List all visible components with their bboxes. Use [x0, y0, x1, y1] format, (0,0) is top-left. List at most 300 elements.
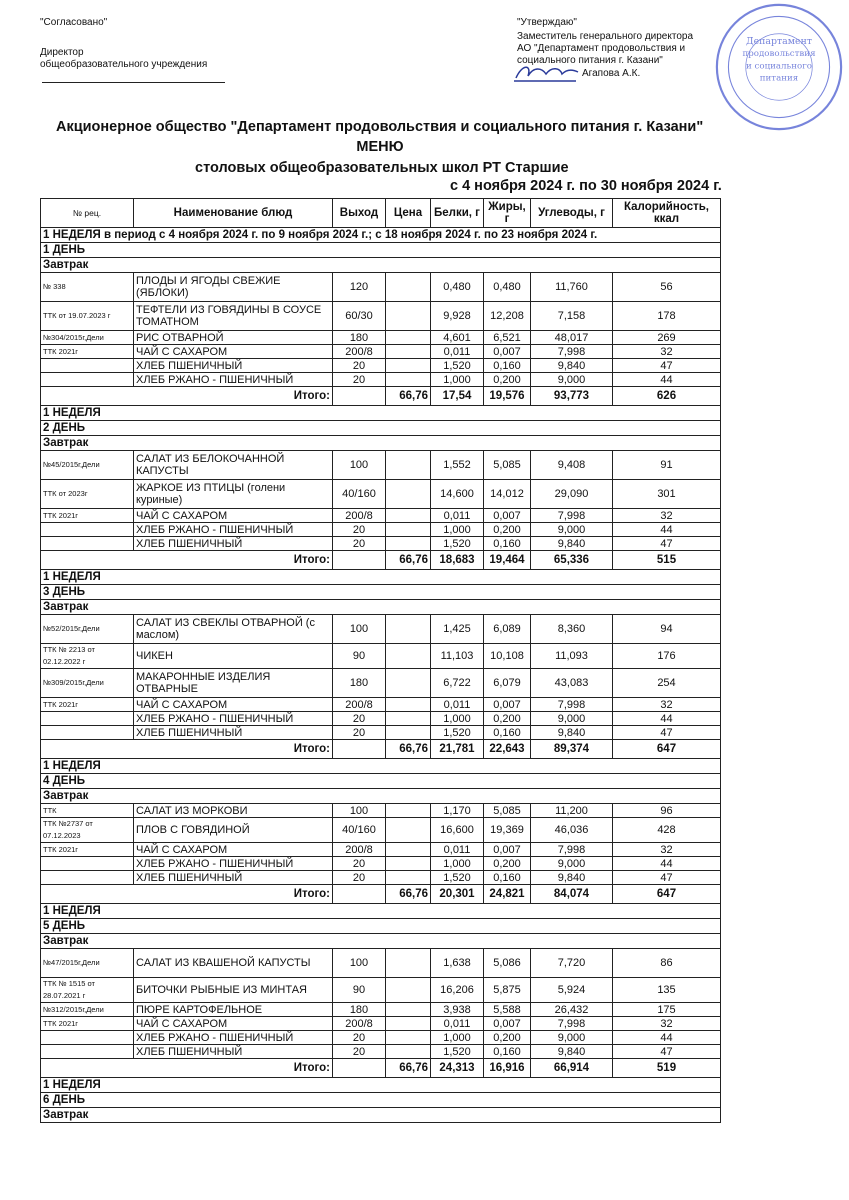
- yield: 20: [333, 359, 386, 373]
- meal-row: [41, 258, 721, 273]
- company-stamp: [714, 2, 844, 132]
- protein: 3,938: [431, 1003, 484, 1017]
- dish-name: ПЛОДЫ И ЯГОДЫ СВЕЖИЕ (ЯБЛОКИ): [134, 273, 333, 302]
- approver-org-line1: АО "Департамент продовольствия и: [517, 43, 686, 54]
- calories: 428: [613, 818, 721, 843]
- yield: 180: [333, 331, 386, 345]
- week-row: [41, 904, 721, 919]
- price: [386, 843, 431, 857]
- carbs: 9,000: [531, 523, 613, 537]
- dish-row: [41, 871, 721, 885]
- dish-row: [41, 726, 721, 740]
- dish-name: ЧИКЕН: [134, 644, 333, 669]
- calories: 91: [613, 451, 721, 480]
- dish-row: [41, 615, 721, 644]
- carbs: 9,840: [531, 537, 613, 551]
- dish-row: [41, 373, 721, 387]
- fat: 0,160: [484, 537, 531, 551]
- protein: 11,103: [431, 644, 484, 669]
- signature: [512, 62, 580, 84]
- recipe-code: ТТК 2021г: [41, 1017, 134, 1031]
- total-carbs: 93,773: [531, 387, 613, 406]
- dish-name: ПЮРЕ КАРТОФЕЛЬНОЕ: [134, 1003, 333, 1017]
- calories: 44: [613, 1031, 721, 1045]
- dish-row: [41, 523, 721, 537]
- fat: 5,875: [484, 978, 531, 1003]
- protein: 1,000: [431, 523, 484, 537]
- fat: 12,208: [484, 302, 531, 331]
- recipe-code: ТТК 2021г: [41, 843, 134, 857]
- fat: 0,160: [484, 726, 531, 740]
- col-fat: Жиры, г: [484, 199, 531, 228]
- calories: 47: [613, 726, 721, 740]
- dish-name: ХЛЕБ ПШЕНИЧНЫЙ: [134, 359, 333, 373]
- price: [386, 712, 431, 726]
- calories: 44: [613, 373, 721, 387]
- total-yield: [333, 1059, 386, 1078]
- calories: 32: [613, 1017, 721, 1031]
- total-carbs: 66,914: [531, 1059, 613, 1078]
- col-protein: Белки, г: [431, 199, 484, 228]
- dish-row: [41, 345, 721, 359]
- dish-name: БИТОЧКИ РЫБНЫЕ ИЗ МИНТАЯ: [134, 978, 333, 1003]
- meal-row-label: Завтрак: [41, 934, 721, 949]
- price: [386, 644, 431, 669]
- week-period-row-label: 1 НЕДЕЛЯ в период с 4 ноября 2024 г. по 9 ноября 2024 г.; с 18 ноября 2024 г. по 23 ноября 2024 г.: [41, 228, 721, 243]
- total-label: Итого:: [41, 387, 333, 406]
- yield: 20: [333, 712, 386, 726]
- price: [386, 698, 431, 712]
- dish-name: САЛАТ ИЗ СВЕКЛЫ ОТВАРНОЙ (с маслом): [134, 615, 333, 644]
- carbs: 26,432: [531, 1003, 613, 1017]
- recipe-code: [41, 373, 134, 387]
- calories: 175: [613, 1003, 721, 1017]
- meal-row: [41, 600, 721, 615]
- menu-title: МЕНЮ: [356, 139, 404, 155]
- dish-name: ХЛЕБ РЖАНО - ПШЕНИЧНЫЙ: [134, 373, 333, 387]
- total-protein: 18,683: [431, 551, 484, 570]
- dish-row: [41, 818, 721, 843]
- recipe-code: ТТК от 19.07.2023 г: [41, 302, 134, 331]
- yield: 100: [333, 804, 386, 818]
- carbs: 8,360: [531, 615, 613, 644]
- day-row-label: 6 ДЕНЬ: [41, 1093, 721, 1108]
- total-row: [41, 1059, 721, 1078]
- dish-name: ТЕФТЕЛИ ИЗ ГОВЯДИНЫ В СОУСЕ ТОМАТНОМ: [134, 302, 333, 331]
- day-row: [41, 243, 721, 258]
- calories: 56: [613, 273, 721, 302]
- total-label: Итого:: [41, 885, 333, 904]
- protein: 1,552: [431, 451, 484, 480]
- price: [386, 359, 431, 373]
- yield: 40/160: [333, 480, 386, 509]
- protein: 1,520: [431, 1045, 484, 1059]
- protein: 1,520: [431, 726, 484, 740]
- week-row-label: 1 НЕДЕЛЯ: [41, 1078, 721, 1093]
- fat: 0,160: [484, 359, 531, 373]
- svg-text:Департамент: Департамент: [745, 35, 813, 47]
- dish-row: [41, 843, 721, 857]
- protein: 0,011: [431, 345, 484, 359]
- dish-name: ХЛЕБ РЖАНО - ПШЕНИЧНЫЙ: [134, 857, 333, 871]
- calories: 86: [613, 949, 721, 978]
- fat: 5,588: [484, 1003, 531, 1017]
- total-calories: 626: [613, 387, 721, 406]
- agreed-label: "Согласовано": [40, 17, 108, 28]
- total-calories: 515: [613, 551, 721, 570]
- dish-name: ХЛЕБ ПШЕНИЧНЫЙ: [134, 726, 333, 740]
- total-row: [41, 387, 721, 406]
- day-row: [41, 919, 721, 934]
- day-row-label: 1 ДЕНЬ: [41, 243, 721, 258]
- svg-text:питания: питания: [759, 73, 799, 84]
- calories: 96: [613, 804, 721, 818]
- yield: 180: [333, 1003, 386, 1017]
- recipe-code: №52/2015г,Дели: [41, 615, 134, 644]
- protein: 0,011: [431, 698, 484, 712]
- yield: 200/8: [333, 1017, 386, 1031]
- week-row: [41, 1078, 721, 1093]
- dish-name: ПЛОВ С ГОВЯДИНОЙ: [134, 818, 333, 843]
- recipe-code: ТТК № 2213 от 02.12.2022 г: [41, 644, 134, 669]
- total-yield: [333, 740, 386, 759]
- calories: 44: [613, 712, 721, 726]
- protein: 1,000: [431, 857, 484, 871]
- yield: 200/8: [333, 843, 386, 857]
- week-period-row: [41, 228, 721, 243]
- recipe-code: ТТК 2021г: [41, 345, 134, 359]
- yield: 20: [333, 537, 386, 551]
- company-title: Акционерное общество "Департамент продовольствия и социального питания г. Казани": [56, 119, 704, 135]
- dish-name: ХЛЕБ РЖАНО - ПШЕНИЧНЫЙ: [134, 712, 333, 726]
- day-row: [41, 421, 721, 436]
- yield: 20: [333, 373, 386, 387]
- fat: 0,200: [484, 523, 531, 537]
- price: [386, 537, 431, 551]
- fat: 14,012: [484, 480, 531, 509]
- price: [386, 273, 431, 302]
- fat: 0,200: [484, 857, 531, 871]
- total-price: 66,76: [386, 387, 431, 406]
- total-calories: 647: [613, 740, 721, 759]
- protein: 4,601: [431, 331, 484, 345]
- price: [386, 726, 431, 740]
- carbs: 9,840: [531, 359, 613, 373]
- carbs: 7,998: [531, 345, 613, 359]
- meal-row: [41, 934, 721, 949]
- calories: 254: [613, 669, 721, 698]
- svg-text:продовольствия: продовольствия: [742, 49, 816, 60]
- fat: 0,007: [484, 509, 531, 523]
- dish-name: ХЛЕБ РЖАНО - ПШЕНИЧНЫЙ: [134, 523, 333, 537]
- yield: 90: [333, 978, 386, 1003]
- yield: 60/30: [333, 302, 386, 331]
- total-carbs: 84,074: [531, 885, 613, 904]
- total-fat: 22,643: [484, 740, 531, 759]
- recipe-code: ТТК №2737 от 07.12.2023: [41, 818, 134, 843]
- yield: 100: [333, 451, 386, 480]
- yield: 20: [333, 1045, 386, 1059]
- protein: 6,722: [431, 669, 484, 698]
- calories: 135: [613, 978, 721, 1003]
- carbs: 11,093: [531, 644, 613, 669]
- recipe-code: №309/2015г,Дели: [41, 669, 134, 698]
- fat: 5,085: [484, 451, 531, 480]
- col-carbs: Углеводы, г: [531, 199, 613, 228]
- carbs: 9,000: [531, 712, 613, 726]
- protein: 0,480: [431, 273, 484, 302]
- total-label: Итого:: [41, 1059, 333, 1078]
- calories: 32: [613, 509, 721, 523]
- approver-title: Заместитель генерального директора: [517, 31, 694, 42]
- calories: 47: [613, 359, 721, 373]
- price: [386, 509, 431, 523]
- protein: 1,170: [431, 804, 484, 818]
- recipe-code: [41, 1031, 134, 1045]
- fat: 0,160: [484, 1045, 531, 1059]
- week-row: [41, 759, 721, 774]
- recipe-code: ТТК 2021г: [41, 509, 134, 523]
- dish-row: [41, 949, 721, 978]
- carbs: 46,036: [531, 818, 613, 843]
- price: [386, 669, 431, 698]
- total-carbs: 65,336: [531, 551, 613, 570]
- week-row-label: 1 НЕДЕЛЯ: [41, 406, 721, 421]
- recipe-code: ТТК от 2023г: [41, 480, 134, 509]
- carbs: 9,840: [531, 871, 613, 885]
- yield: 100: [333, 615, 386, 644]
- price: [386, 1045, 431, 1059]
- dish-row: [41, 1017, 721, 1031]
- col-calories: Калорийность, ккал: [613, 199, 721, 228]
- carbs: 9,840: [531, 726, 613, 740]
- dish-row: [41, 359, 721, 373]
- col-recipe: № рец.: [41, 199, 134, 228]
- approver-org-line2: социального питания г. Казани": [517, 55, 663, 66]
- recipe-code: №312/2015г,Дели: [41, 1003, 134, 1017]
- recipe-code: ТТК: [41, 804, 134, 818]
- svg-text:и социального: и социального: [745, 61, 813, 72]
- dish-name: ХЛЕБ РЖАНО - ПШЕНИЧНЫЙ: [134, 1031, 333, 1045]
- fat: 6,089: [484, 615, 531, 644]
- carbs: 9,000: [531, 857, 613, 871]
- dish-name: ЧАЙ С САХАРОМ: [134, 1017, 333, 1031]
- total-yield: [333, 885, 386, 904]
- week-row-label: 1 НЕДЕЛЯ: [41, 759, 721, 774]
- yield: 20: [333, 1031, 386, 1045]
- carbs: 29,090: [531, 480, 613, 509]
- meal-row: [41, 1108, 721, 1123]
- yield: 120: [333, 273, 386, 302]
- carbs: 11,760: [531, 273, 613, 302]
- fat: 0,200: [484, 1031, 531, 1045]
- fat: 0,007: [484, 698, 531, 712]
- day-row-label: 5 ДЕНЬ: [41, 919, 721, 934]
- recipe-code: ТТК 2021г: [41, 698, 134, 712]
- carbs: 9,000: [531, 1031, 613, 1045]
- price: [386, 302, 431, 331]
- total-price: 66,76: [386, 885, 431, 904]
- dish-row: [41, 644, 721, 669]
- calories: 47: [613, 537, 721, 551]
- menu-subtitle: столовых общеобразовательных школ РТ Старшие: [195, 160, 569, 176]
- calories: 47: [613, 1045, 721, 1059]
- total-protein: 24,313: [431, 1059, 484, 1078]
- total-calories: 519: [613, 1059, 721, 1078]
- dish-name: ЧАЙ С САХАРОМ: [134, 509, 333, 523]
- calories: 94: [613, 615, 721, 644]
- yield: 20: [333, 857, 386, 871]
- menu-period: с 4 ноября 2024 г. по 30 ноября 2024 г.: [450, 178, 722, 194]
- price: [386, 331, 431, 345]
- recipe-code: [41, 359, 134, 373]
- calories: 44: [613, 523, 721, 537]
- protein: 0,011: [431, 1017, 484, 1031]
- protein: 1,638: [431, 949, 484, 978]
- carbs: 5,924: [531, 978, 613, 1003]
- meal-row-label: Завтрак: [41, 1108, 721, 1123]
- calories: 32: [613, 345, 721, 359]
- total-label: Итого:: [41, 551, 333, 570]
- dish-row: [41, 273, 721, 302]
- total-fat: 19,464: [484, 551, 531, 570]
- signature-line: [42, 82, 225, 83]
- fat: 0,007: [484, 1017, 531, 1031]
- total-label: Итого:: [41, 740, 333, 759]
- table-header: [41, 199, 721, 228]
- dish-name: ЧАЙ С САХАРОМ: [134, 698, 333, 712]
- day-row: [41, 585, 721, 600]
- price: [386, 1003, 431, 1017]
- calories: 269: [613, 331, 721, 345]
- total-protein: 20,301: [431, 885, 484, 904]
- total-protein: 21,781: [431, 740, 484, 759]
- day-row-label: 4 ДЕНЬ: [41, 774, 721, 789]
- calories: 178: [613, 302, 721, 331]
- yield: 200/8: [333, 698, 386, 712]
- fat: 6,521: [484, 331, 531, 345]
- recipe-code: [41, 1045, 134, 1059]
- dish-row: [41, 509, 721, 523]
- protein: 1,520: [431, 359, 484, 373]
- protein: 1,425: [431, 615, 484, 644]
- price: [386, 373, 431, 387]
- yield: 100: [333, 949, 386, 978]
- recipe-code: [41, 726, 134, 740]
- total-carbs: 89,374: [531, 740, 613, 759]
- yield: 90: [333, 644, 386, 669]
- meal-row: [41, 436, 721, 451]
- day-row-label: 3 ДЕНЬ: [41, 585, 721, 600]
- price: [386, 1031, 431, 1045]
- carbs: 9,408: [531, 451, 613, 480]
- yield: 180: [333, 669, 386, 698]
- day-row: [41, 1093, 721, 1108]
- recipe-code: №304/2015г,Дели: [41, 331, 134, 345]
- protein: 0,011: [431, 843, 484, 857]
- yield: 20: [333, 871, 386, 885]
- dish-row: [41, 698, 721, 712]
- dish-name: ХЛЕБ ПШЕНИЧНЫЙ: [134, 537, 333, 551]
- fat: 0,200: [484, 712, 531, 726]
- protein: 16,600: [431, 818, 484, 843]
- fat: 10,108: [484, 644, 531, 669]
- dish-row: [41, 857, 721, 871]
- yield: 200/8: [333, 345, 386, 359]
- school-label: общеобразовательного учреждения: [40, 59, 208, 70]
- recipe-code: ТТК № 1515 от 28.07.2021 г: [41, 978, 134, 1003]
- fat: 0,160: [484, 871, 531, 885]
- protein: 1,000: [431, 712, 484, 726]
- protein: 1,000: [431, 373, 484, 387]
- meal-row: [41, 789, 721, 804]
- price: [386, 804, 431, 818]
- recipe-code: [41, 712, 134, 726]
- col-yield: Выход: [333, 199, 386, 228]
- carbs: 43,083: [531, 669, 613, 698]
- total-fat: 19,576: [484, 387, 531, 406]
- meal-row-label: Завтрак: [41, 600, 721, 615]
- calories: 32: [613, 698, 721, 712]
- col-dish: Наименование блюд: [134, 199, 333, 228]
- dish-row: [41, 804, 721, 818]
- yield: 200/8: [333, 509, 386, 523]
- meal-row-label: Завтрак: [41, 789, 721, 804]
- fat: 5,085: [484, 804, 531, 818]
- recipe-code: [41, 523, 134, 537]
- dish-name: САЛАТ ИЗ БЕЛОКОЧАННОЙ КАПУСТЫ: [134, 451, 333, 480]
- dish-row: [41, 978, 721, 1003]
- dish-row: [41, 451, 721, 480]
- total-protein: 17,54: [431, 387, 484, 406]
- total-price: 66,76: [386, 551, 431, 570]
- price: [386, 480, 431, 509]
- recipe-code: №45/2015г,Дели: [41, 451, 134, 480]
- price: [386, 818, 431, 843]
- recipe-code: [41, 871, 134, 885]
- protein: 14,600: [431, 480, 484, 509]
- calories: 47: [613, 871, 721, 885]
- total-fat: 24,821: [484, 885, 531, 904]
- yield: 20: [333, 726, 386, 740]
- week-row: [41, 570, 721, 585]
- carbs: 7,998: [531, 1017, 613, 1031]
- carbs: 9,000: [531, 373, 613, 387]
- dish-row: [41, 537, 721, 551]
- dish-row: [41, 331, 721, 345]
- protein: 1,520: [431, 537, 484, 551]
- dish-row: [41, 480, 721, 509]
- meal-row-label: Завтрак: [41, 436, 721, 451]
- dish-row: [41, 1045, 721, 1059]
- price: [386, 615, 431, 644]
- recipe-code: №47/2015г,Дели: [41, 949, 134, 978]
- carbs: 7,998: [531, 698, 613, 712]
- total-price: 66,76: [386, 1059, 431, 1078]
- dish-name: ЧАЙ С САХАРОМ: [134, 345, 333, 359]
- fat: 0,007: [484, 843, 531, 857]
- recipe-code: № 338: [41, 273, 134, 302]
- dish-name: ХЛЕБ ПШЕНИЧНЫЙ: [134, 1045, 333, 1059]
- dish-row: [41, 712, 721, 726]
- fat: 0,007: [484, 345, 531, 359]
- price: [386, 451, 431, 480]
- calories: 32: [613, 843, 721, 857]
- carbs: 7,998: [531, 509, 613, 523]
- dish-name: РИС ОТВАРНОЙ: [134, 331, 333, 345]
- dish-row: [41, 302, 721, 331]
- total-yield: [333, 387, 386, 406]
